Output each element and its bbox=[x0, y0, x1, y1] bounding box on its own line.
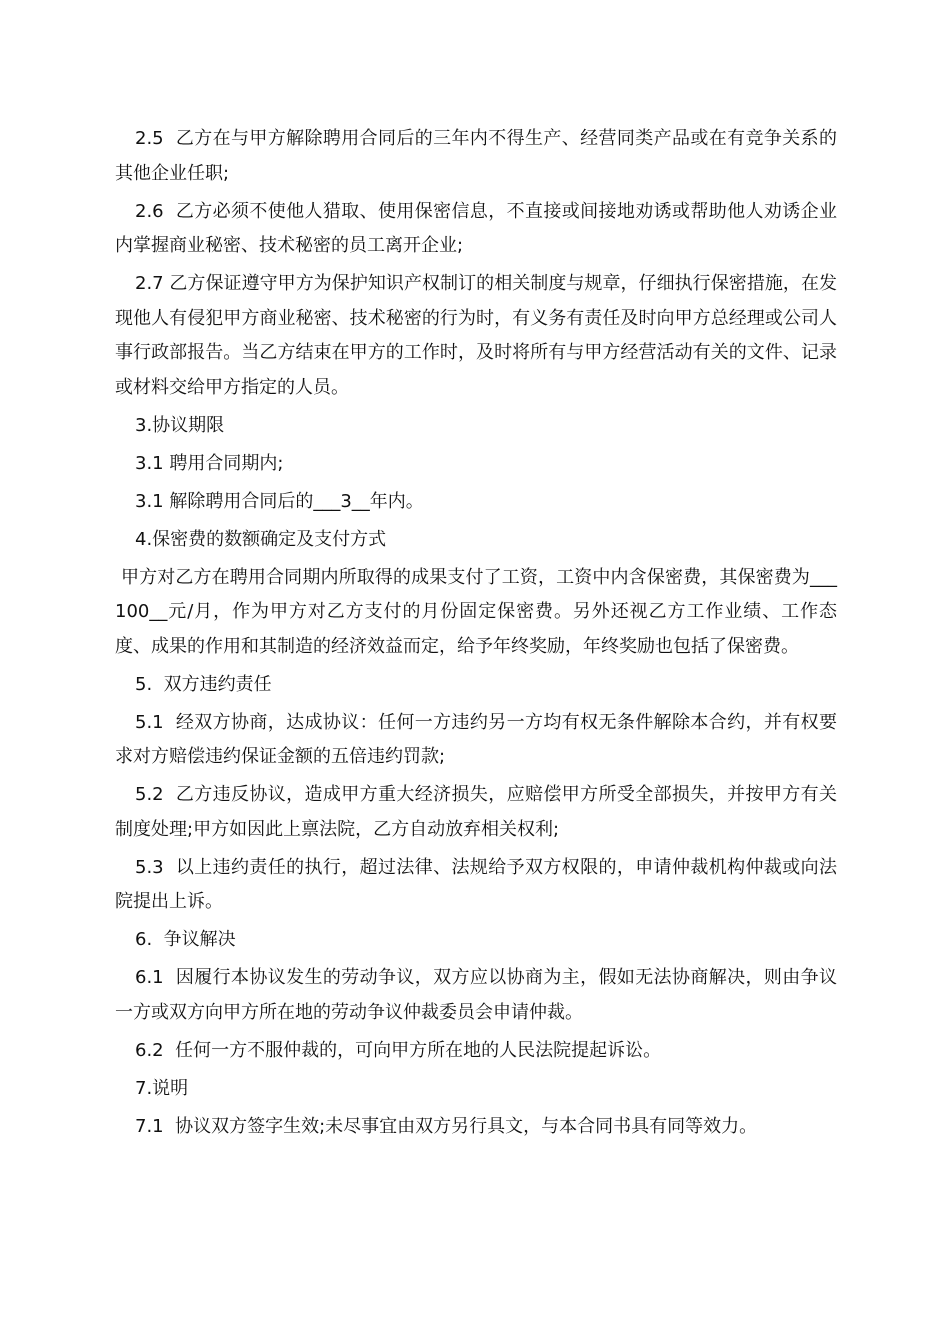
clause-5-1-paragraph: 5.1 经双方协商，达成协议：任何一方违约另一方均有权无条件解除本合约，并有权要求对方赔偿违约保证金额的五倍违约罚款; bbox=[115, 711, 837, 767]
section-4-heading: 4.保密费的数额确定及支付方式 bbox=[135, 528, 387, 550]
clause-6-1-paragraph: 6.1 因履行本协议发生的劳动争议，双方应以协商为主，假如无法协商解决，则由争议一方或双方向甲方所在地的劳动争议仲裁委员会申请仲裁。 bbox=[115, 967, 837, 1023]
section-7-heading: 7.说明 bbox=[135, 1077, 189, 1099]
section-5-heading: 5. 双方违约责任 bbox=[135, 673, 272, 695]
clause-4-body-paragraph: 甲方对乙方在聘用合同期内所取得的成果支付了工资，工资中内含保密费，其保密费为___100__元/月，作为甲方对乙方支付的月份固定保密费。另外还视乙方工作业绩、工作态度、成果的作用和其制造的经济效益而定，给予年终奖励，年终奖励也包括了保密费。 bbox=[115, 566, 837, 657]
section-6-heading: 6. 争议解决 bbox=[135, 929, 236, 950]
clause-2-6-paragraph: 2.6 乙方必须不使他人猎取、使用保密信息，不直接或间接地劝诱或帮助他人劝诱企业内掌握商业秘密、技术秘密的员工离开企业; bbox=[115, 200, 837, 256]
clause-6-2-paragraph: 6.2 任何一方不服仲裁的，可向甲方所在地的人民法院提起诉讼。 bbox=[135, 1039, 662, 1061]
clause-3-1b-paragraph: 3.1 解除聘用合同后的___3__年内。 bbox=[135, 490, 424, 512]
document-page bbox=[115, 122, 837, 1148]
section-3-heading: 3.协议期限 bbox=[135, 414, 225, 436]
clause-2-7-paragraph: 2.7 乙方保证遵守甲方为保护知识产权制订的相关制度与规章，仔细执行保密措施，在发现他人有侵犯甲方商业秘密、技术秘密的行为时，有义务有责任及时向甲方总经理或公司人事行政部报告。当乙方结束在甲方的工作时，及时将所有与甲方经营活动有关的文件、记录或材料交给甲方指定的人员。 bbox=[115, 273, 837, 398]
clause-3-1a-paragraph: 3.1 聘用合同期内; bbox=[135, 452, 284, 474]
clause-5-3-paragraph: 5.3 以上违约责任的执行，超过法律、法规给予双方权限的，申请仲裁机构仲裁或向法院提出上诉。 bbox=[115, 856, 837, 912]
clause-2-5-paragraph: 2.5 乙方在与甲方解除聘用合同后的三年内不得生产、经营同类产品或在有竞争关系的其他企业任职; bbox=[115, 128, 837, 184]
clause-5-2-paragraph: 5.2 乙方违反协议，造成甲方重大经济损失，应赔偿甲方所受全部损失，并按甲方有关制度处理;甲方如因此上禀法院，乙方自动放弃相关权利; bbox=[115, 784, 837, 840]
clause-7-1-paragraph: 7.1 协议双方签字生效;未尽事宜由双方另行具文，与本合同书具有同等效力。 bbox=[135, 1115, 758, 1137]
